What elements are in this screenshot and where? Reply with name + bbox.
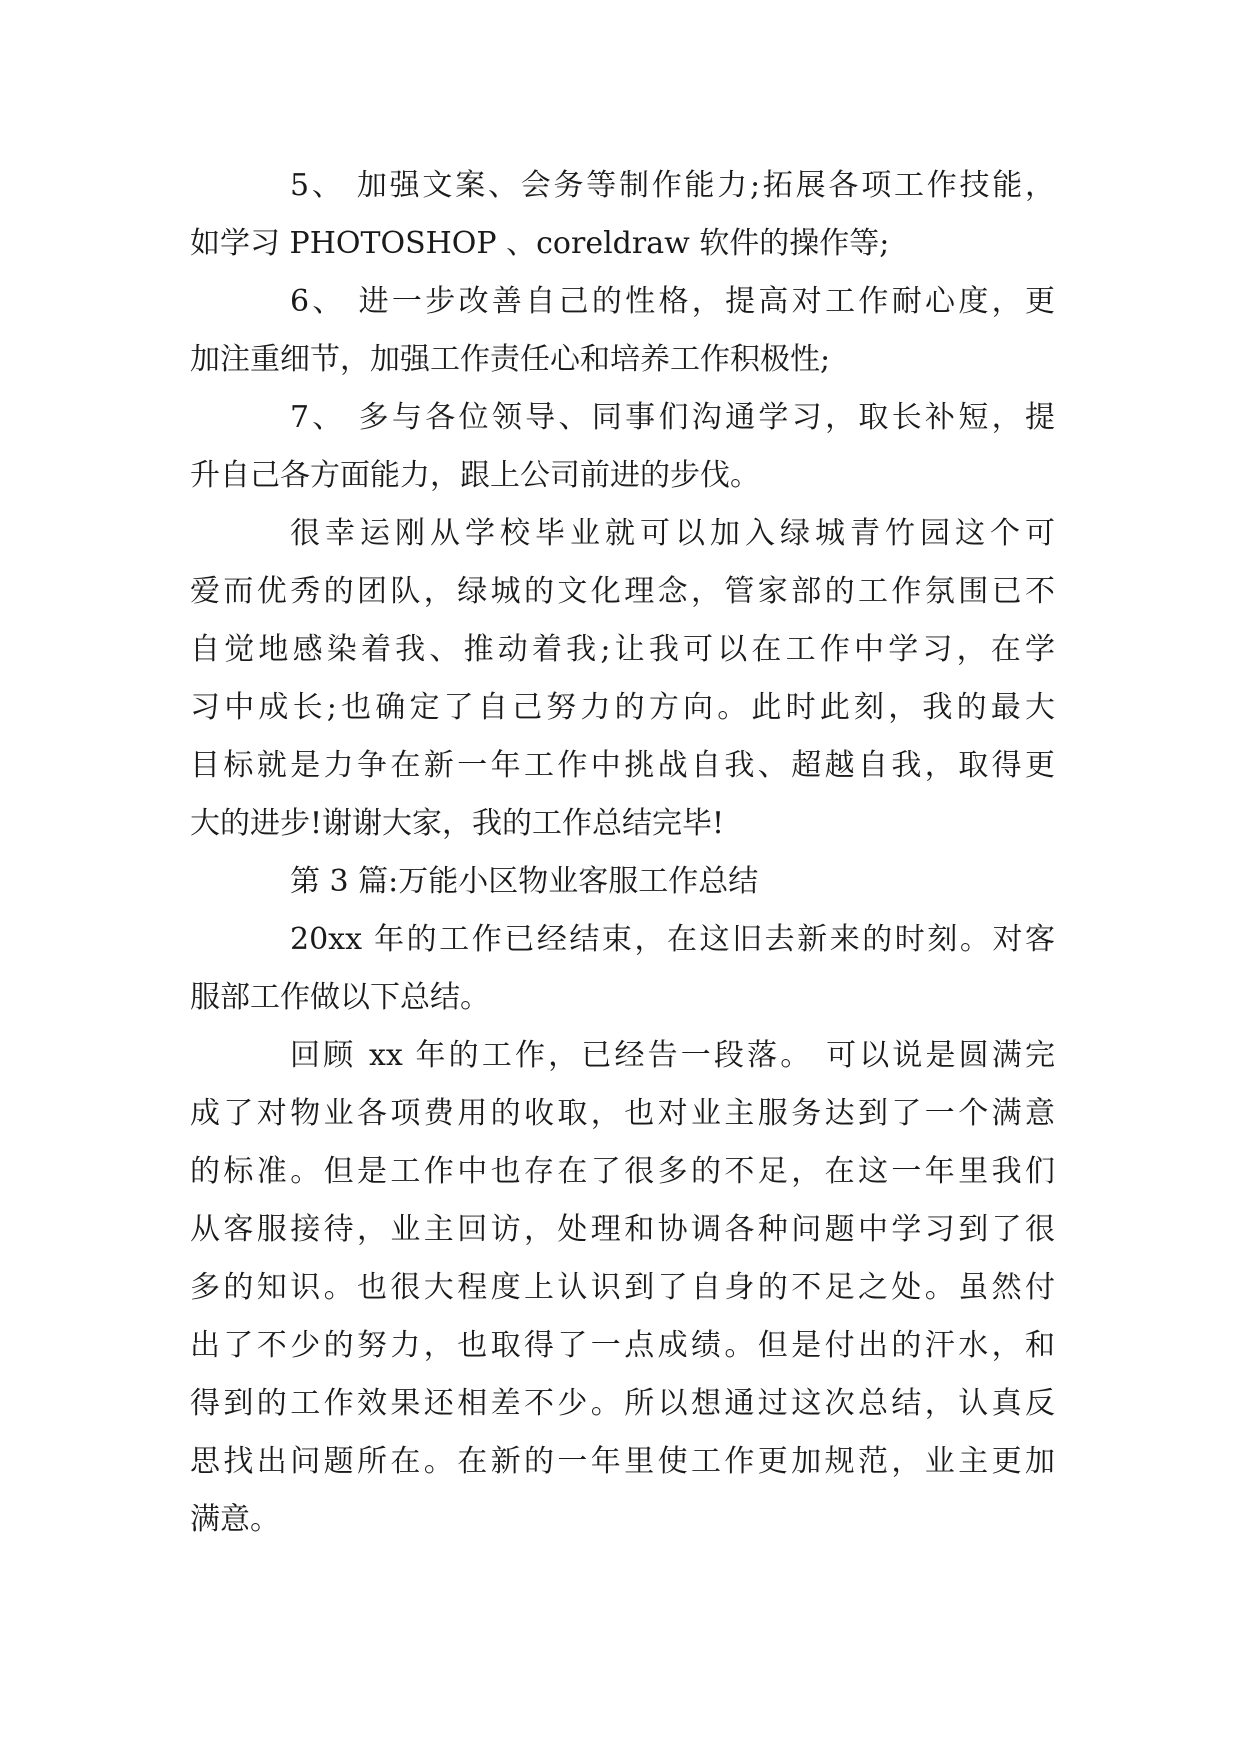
text-line: 升自己各方面能力，跟上公司前进的步伐。 xyxy=(190,458,760,493)
text-line: 回顾 xx 年的工作，已经告一段落。 可以说是圆满完 xyxy=(290,1038,1055,1073)
text-line: 5、 加强文案、会务等制作能力;拓展各项工作技能， xyxy=(290,168,1055,203)
text-line: 自觉地感染着我、推动着我;让我可以在工作中学习，在学 xyxy=(190,632,1055,667)
text-line: 7、 多与各位领导、同事们沟通学习，取长补短，提 xyxy=(290,400,1055,435)
text-line: 如学习 PHOTOSHOP 、coreldraw 软件的操作等; xyxy=(190,226,890,261)
section-heading: 第 3 篇:万能小区物业客服工作总结 xyxy=(290,864,759,899)
text-line: 6、 进一步改善自己的性格，提高对工作耐心度，更 xyxy=(290,284,1055,319)
text-line: 出了不少的努力，也取得了一点成绩。但是付出的汗水，和 xyxy=(190,1328,1055,1363)
text-line: 很幸运刚从学校毕业就可以加入绿城青竹园这个可 xyxy=(290,516,1055,551)
text-line: 习中成长;也确定了自己努力的方向。此时此刻，我的最大 xyxy=(190,690,1055,725)
text-line: 20xx 年的工作已经结束，在这旧去新来的时刻。对客 xyxy=(290,922,1055,957)
text-line: 满意。 xyxy=(190,1502,280,1537)
text-line: 多的知识。也很大程度上认识到了自身的不足之处。虽然付 xyxy=(190,1270,1055,1305)
text-line: 的标准。但是工作中也存在了很多的不足，在这一年里我们 xyxy=(190,1154,1055,1189)
text-line: 服部工作做以下总结。 xyxy=(190,980,490,1015)
text-line: 目标就是力争在新一年工作中挑战自我、超越自我，取得更 xyxy=(190,748,1055,783)
document-page xyxy=(190,157,1055,1549)
text-line: 从客服接待，业主回访，处理和协调各种问题中学习到了很 xyxy=(190,1212,1055,1247)
text-line: 加注重细节，加强工作责任心和培养工作积极性; xyxy=(190,342,831,377)
text-line: 成了对物业各项费用的收取，也对业主服务达到了一个满意 xyxy=(190,1096,1055,1131)
text-line: 大的进步!谢谢大家，我的工作总结完毕! xyxy=(190,806,725,841)
text-line: 得到的工作效果还相差不少。所以想通过这次总结，认真反 xyxy=(190,1386,1055,1421)
text-line: 思找出问题所在。在新的一年里使工作更加规范，业主更加 xyxy=(190,1444,1055,1479)
text-line: 爱而优秀的团队，绿城的文化理念，管家部的工作氛围已不 xyxy=(190,574,1055,609)
